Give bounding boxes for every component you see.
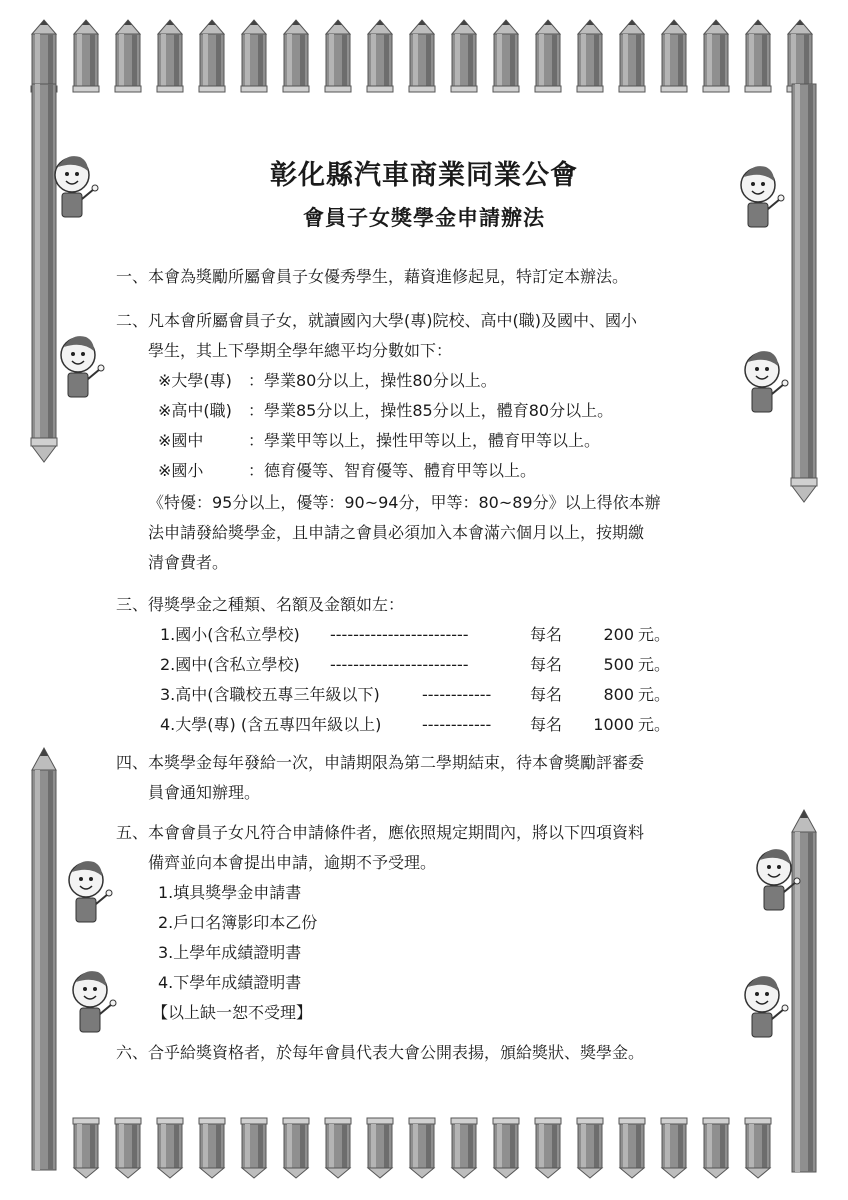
document-item-2: 2.戶口名簿影印本乙份 <box>158 913 318 932</box>
document-item-3: 3.上學年成績證明書 <box>158 943 302 962</box>
grade-note-line-2: 法申請發給獎學金，且申請之會員必須加入本會滿六個月以上，按期繳 <box>148 523 645 542</box>
grade-note-line-3: 清會費者。 <box>148 553 229 572</box>
section-5-line-2: 備齊並向本會提出申請，逾期不予受理。 <box>148 853 437 872</box>
section-2-line-2: 學生，其上下學期全學年總平均分數如下： <box>148 341 453 360</box>
section-4-line-2: 員會通知辦理。 <box>148 783 261 802</box>
page-subtitle: 會員子女獎學金申請辦法 <box>303 206 545 230</box>
document-body: 彰化縣汽車商業同業公會 會員子女獎學金申請辦法 一、 本會為獎勵所屬會員子女優秀學生，藉資進修起見，特訂定本辦法。 二、 凡本會所屬會員子女，就讀國內大學(專)院校、高中(職)及國中、國小 學生，其上下學期全學年總平均分數如下： ※大學(專) ：學業80分以上，操性80分以上。 ※高中(職) ：學業85分以上，操性85分以上，體育80分以上。 ※國中 ：學業甲等以上，操性甲等以上，體育甲等以上。 ※國小 ：德育優等、智育優等、體育甲等以上。 《特優：95分以上，優等：90~94分，甲等：80~89分》以上得依本辦 法申請發給獎學金，且申請之會員必須加入本會滿六個月以上，按期繳 清會費者。 三、 得獎學金之種類、名額及金額如左： 1.國小(含私立學校) ------------------------ 每名 200 元。 2.國中(含私立學校) ------------------------ 每名 500 元。 3.高中(含職校五專三年級以下) ------------ 每名 800 元。 4.大學(專) (含五專四年級以上) ------------ 每名 1000 元。 四、 本獎學金每年發給一次，申請期限為第二學期結束，待本會獎勵評審委 員會通知辦理。 五、 本會會員子女凡符合申請條件者，應依照規定期間內，將以下四項資料 備齊並向本會提出申請，逾期不予受理。 1.填具獎學金申請書 2.戶口名簿影印本乙份 3.上學年成績證明書 4.下學年成績證明書 【以上缺一恕不受理】 六、 合乎給獎資格者，於每年會員代表大會公開表揚，頒給獎狀、獎學金。 <box>0 0 848 1200</box>
document-note: 【以上缺一恕不受理】 <box>152 1003 313 1022</box>
document-item-4: 4.下學年成績證明書 <box>158 973 302 992</box>
page-title: 彰化縣汽車商業同業公會 <box>270 160 578 191</box>
grade-note-line-1: 《特優：95分以上，優等：90~94分，甲等：80~89分》以上得依本辦 <box>148 493 661 512</box>
document-item-1: 1.填具獎學金申請書 <box>158 883 302 902</box>
